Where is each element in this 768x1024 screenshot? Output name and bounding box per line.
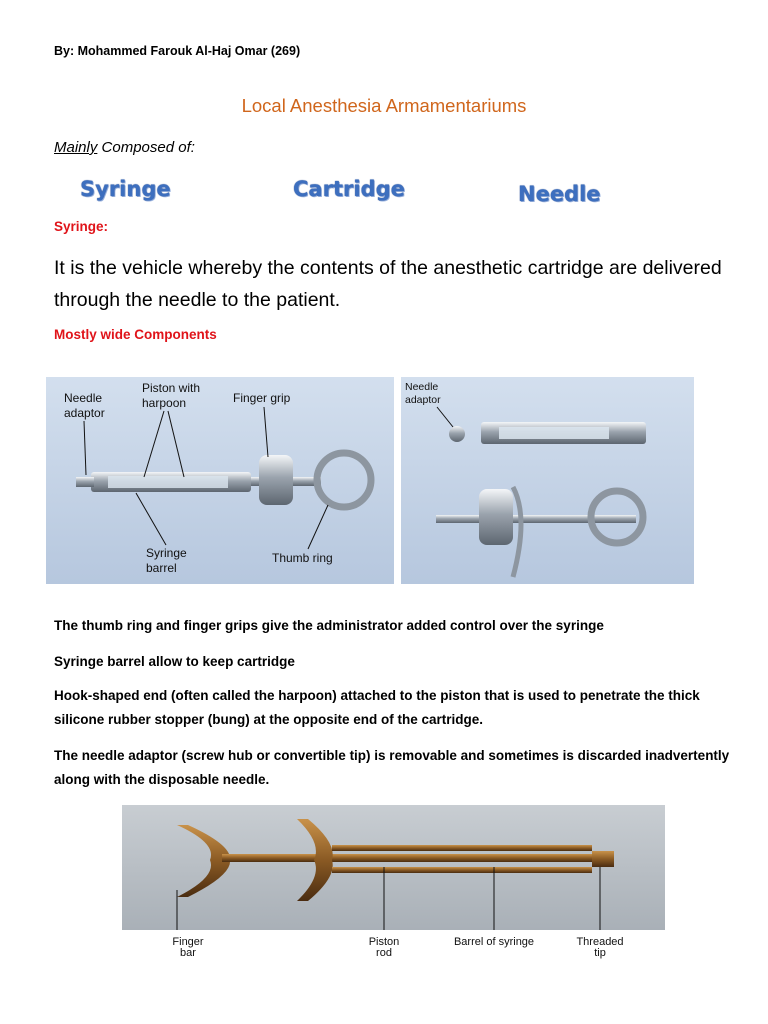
wordart-needle: Needle bbox=[518, 182, 601, 206]
syringe-definition: It is the vehicle whereby the contents of the anesthetic cartridge are delivered through the needle to the patient. bbox=[54, 257, 722, 311]
label-finger-grip: Finger grip bbox=[233, 391, 291, 405]
label-finger-bar-1: Finger bbox=[172, 936, 204, 948]
label-piston-2: harpoon bbox=[142, 396, 187, 410]
document-title: Local Anesthesia Armamentariums bbox=[241, 95, 527, 116]
label-needle-adaptor-2: adaptor bbox=[64, 406, 105, 420]
subtitle bbox=[54, 139, 195, 156]
wordart-cartridge: Cartridge bbox=[293, 177, 405, 201]
label-barrel-of-syringe: Barrel of syringe bbox=[453, 936, 535, 948]
paragraph-thumb-ring: The thumb ring and finger grips give the administrator added control over the syringe bbox=[54, 618, 604, 633]
label-threaded-tip-2: tip bbox=[594, 947, 606, 959]
section-heading-components: Mostly wide Components bbox=[54, 327, 217, 342]
label-threaded-tip-1: Threaded bbox=[576, 936, 624, 948]
paragraph-barrel: Syringe barrel allow to keep cartridge bbox=[54, 654, 295, 669]
brass-syringe-photo bbox=[122, 805, 665, 962]
brass-syringe-labels bbox=[122, 805, 665, 962]
subtitle-underlined: Mainly bbox=[54, 139, 98, 156]
syringe-labeled-illustration bbox=[46, 377, 394, 584]
label-barrel-1: Syringe bbox=[146, 546, 187, 560]
label-adaptor-2a: Needle bbox=[405, 381, 439, 393]
label-piston-1: Piston with bbox=[142, 381, 201, 395]
paragraph-harpoon: Hook-shaped end (often called the harpoon) attached to the piston that is used to penetrate the thick silicone rubber stopper (bung) at the opposite end of the cartridge. bbox=[54, 688, 700, 727]
label-thumb-ring: Thumb ring bbox=[272, 551, 333, 565]
label-needle-adaptor-1: Needle bbox=[64, 391, 103, 405]
section-heading-syringe: Syringe: bbox=[54, 219, 109, 234]
label-piston-rod-1: Piston bbox=[368, 936, 400, 948]
syringe-labeled-photo bbox=[46, 377, 394, 584]
label-adaptor-2b: adaptor bbox=[405, 394, 441, 406]
author-line: By: Mohammed Farouk Al-Haj Omar (269) bbox=[54, 44, 301, 58]
subtitle-rest: Composed of: bbox=[97, 139, 195, 156]
wordart-syringe: Syringe bbox=[80, 177, 171, 201]
syringe-disassembled-illustration bbox=[401, 377, 694, 584]
syringe-disassembled-photo bbox=[401, 377, 694, 584]
label-piston-rod-2: rod bbox=[376, 947, 392, 959]
paragraph-needle-adaptor: The needle adaptor (screw hub or convertible tip) is removable and sometimes is discarded inadvertently along with the disposable needle. bbox=[54, 748, 730, 787]
label-finger-bar-2: bar bbox=[180, 947, 196, 959]
label-barrel-2: barrel bbox=[146, 561, 177, 575]
